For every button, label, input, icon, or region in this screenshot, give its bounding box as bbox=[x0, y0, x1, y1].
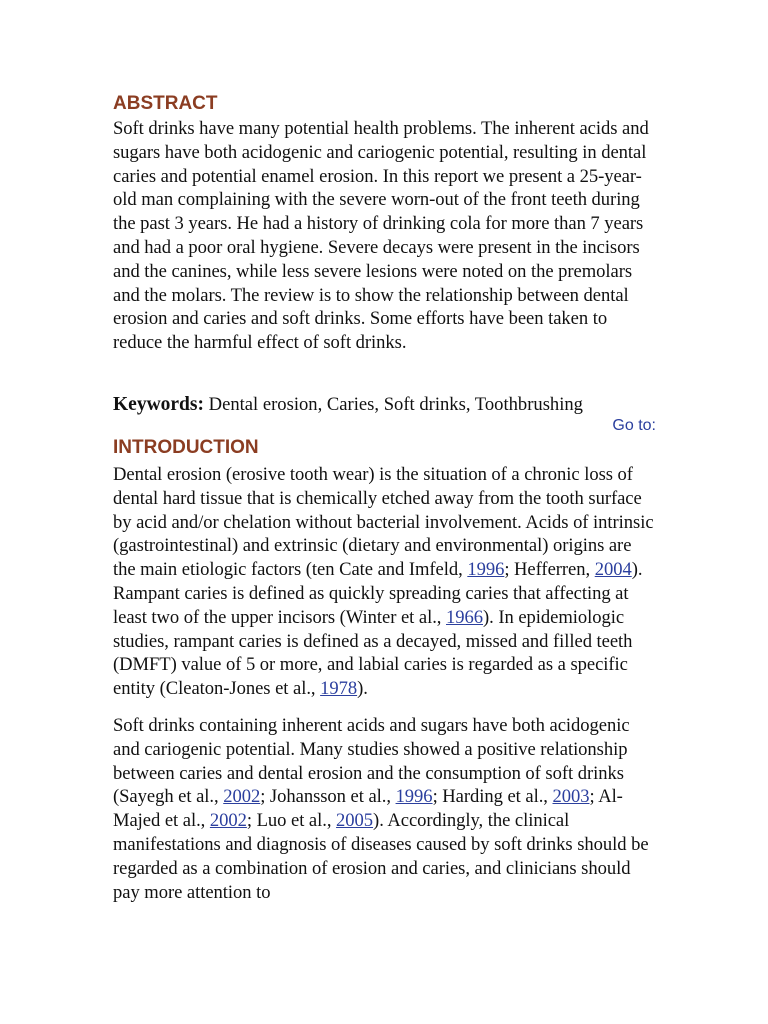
intro-paragraph-2 bbox=[113, 714, 658, 904]
intro-p1-text: ). Rampant caries is defined as quickly spreading caries that affecting at least two of the upper incisors (Winter et al., bbox=[113, 559, 643, 628]
citation-link[interactable]: 2004 bbox=[594, 559, 632, 581]
intro-p2-text: ; Luo et al., bbox=[246, 810, 337, 832]
citation-link[interactable]: 1966 bbox=[446, 606, 483, 628]
citation-link[interactable]: 2002 bbox=[209, 810, 247, 832]
abstract-heading: ABSTRACT bbox=[113, 93, 218, 114]
citation-link[interactable]: 1996 bbox=[395, 786, 433, 808]
introduction-heading: INTRODUCTION bbox=[113, 437, 259, 458]
keywords-text: Dental erosion, Caries, Soft drinks, Toothbrushing bbox=[208, 394, 583, 415]
introduction-section bbox=[113, 437, 658, 904]
intro-p2-text: ; Al-Majed et al., bbox=[113, 786, 623, 832]
go-to-link[interactable]: Go to: bbox=[612, 417, 656, 434]
citation-link[interactable]: 2003 bbox=[552, 786, 590, 808]
intro-p2-text: ; Johansson et al., bbox=[260, 786, 396, 808]
intro-p1-text: ). bbox=[357, 678, 368, 700]
intro-p2-text: ; Harding et al., bbox=[432, 786, 553, 808]
citation-link[interactable]: 2002 bbox=[223, 786, 261, 808]
keywords-label: Keywords: bbox=[113, 394, 204, 415]
intro-p2-text: Soft drinks containing inherent acids and sugars have both acidogenic and cariogenic potential. Many studies showed a positive relationship between caries and dental erosion and the consumption of soft drinks (Sayegh et al., bbox=[113, 714, 630, 808]
citation-link[interactable]: 2005 bbox=[336, 810, 374, 832]
intro-p1-text: ; Hefferren, bbox=[504, 559, 595, 581]
abstract-section bbox=[113, 93, 658, 355]
intro-p2-text: ). Accordingly, the clinical manifestations and diagnosis of diseases caused by soft drinks should be regarded as a combination of erosion and caries, and clinicians should pay more attention to bbox=[113, 810, 649, 903]
citation-link[interactable]: 1996 bbox=[467, 559, 505, 581]
intro-paragraph-1 bbox=[113, 463, 658, 701]
intro-p1-text: Dental erosion (erosive tooth wear) is the situation of a chronic loss of dental hard tissue that is chemically etched away from the tooth surface by acid and/or chelation without bacterial involvement. Acids of intrinsic (gastrointestinal) and extrinsic (dietary and environmental) origins are the main etiologic factors (ten Cate and Imfeld, bbox=[113, 464, 654, 581]
keywords-line bbox=[113, 393, 658, 417]
intro-p1-text: ). In epidemiologic studies, rampant caries is defined as a decayed, missed and filled teeth (DMFT) value of 5 or more, and labial caries is regarded as a specific entity (Cleaton-Jones et al., bbox=[113, 606, 633, 700]
abstract-text: Soft drinks have many potential health problems. The inherent acids and sugars have both acidogenic and cariogenic potential, resulting in dental caries and potential enamel erosion. In this report we present a 25-year-old man complaining with the severe worn-out of the front teeth during the past 3 years. He had a history of drinking cola for more than 7 years and had a poor oral hygiene. Severe decays were present in the incisors and the canines, while less severe lesions were noted on the premolars and the molars. The review is to show the relationship between dental erosion and caries and soft drinks. Some efforts have been taken to reduce the harmful effect of soft drinks. bbox=[113, 118, 649, 354]
citation-link[interactable]: 1978 bbox=[320, 678, 358, 700]
